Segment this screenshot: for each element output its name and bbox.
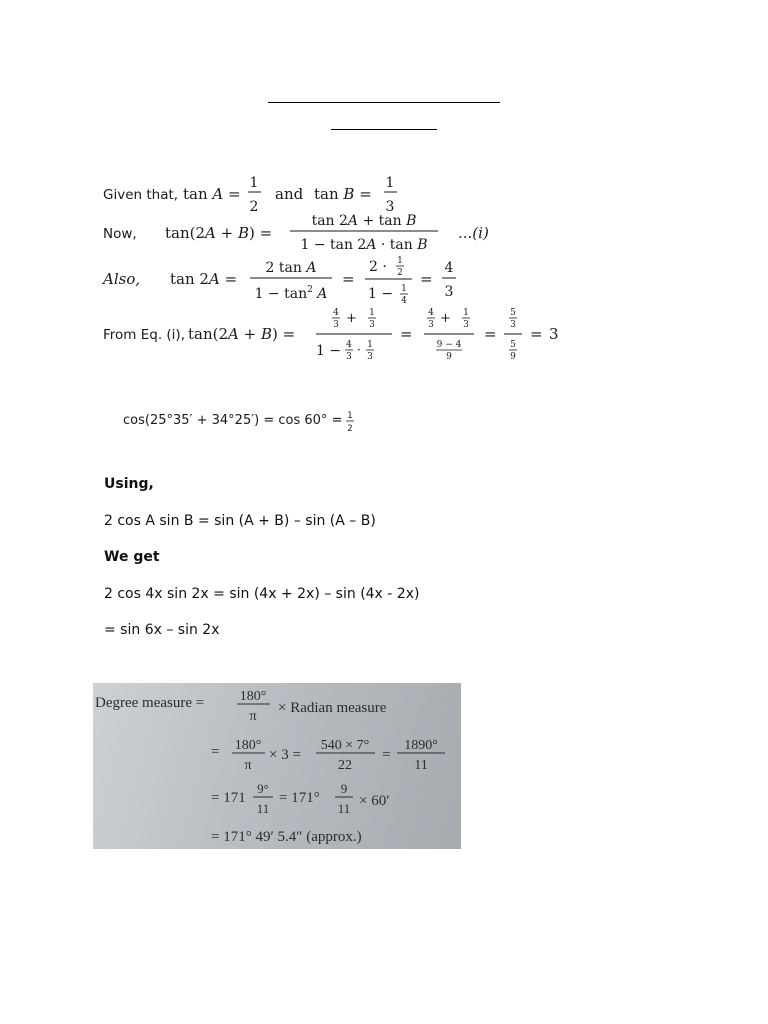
photo-frac-num: 180°	[239, 689, 267, 704]
equals: =	[484, 325, 497, 343]
equals: =	[530, 325, 543, 343]
small-den: 3	[346, 352, 352, 362]
frac-den: 3	[385, 199, 395, 215]
photo-equals: =	[211, 744, 220, 760]
eq-ref: ...(i)	[458, 224, 489, 242]
given-label: Given that,	[103, 187, 179, 203]
final-result: 3	[549, 325, 559, 343]
small-den: 9	[510, 352, 516, 362]
frac-den: 2	[249, 199, 259, 215]
cos-frac-den: 2	[347, 424, 353, 434]
equals: =	[400, 325, 413, 343]
photo-equations	[93, 683, 461, 849]
small-den: 9	[446, 352, 452, 362]
cos-frac-num: 1	[347, 411, 353, 421]
tan-2a: tan 2A =	[170, 270, 238, 288]
now-label: Now,	[103, 226, 137, 242]
photo-degree-label: Degree measure =	[95, 695, 205, 711]
cosine-expression: cos(25°35′ + 34°25′) = cos 60° =	[123, 413, 343, 428]
small-num: 1	[369, 308, 375, 318]
small-num: 5	[510, 340, 516, 350]
frac-num: 1	[385, 175, 395, 191]
frac-den: 1 −	[368, 286, 394, 302]
photo-frac-den: 11	[256, 801, 270, 816]
using-label: Using,	[104, 476, 154, 492]
photo-frac-num: 180°	[234, 738, 262, 753]
frac-den: 1 − tan 2A · tan B	[300, 237, 428, 253]
small-num: 4	[333, 308, 339, 318]
frac-num: 1	[249, 175, 259, 191]
frac-num-small: 1	[401, 284, 407, 294]
from-eq-label: From Eq. (i),	[103, 327, 185, 343]
given-tan-b: tan B =	[314, 185, 372, 203]
photo-frac-den: 11	[337, 801, 351, 816]
applied-identity-line: 2 cos 4x sin 2x = sin (4x + 2x) – sin (4x - 2x)	[104, 586, 420, 602]
we-get-label: We get	[104, 549, 160, 565]
tan-2a-plus-b: tan(2A + B) =	[165, 224, 273, 242]
also-label: Also,	[103, 270, 141, 288]
photo-line3-a: = 171	[211, 790, 246, 806]
frac-den-small: 2	[397, 268, 403, 278]
photo-line3-b: = 171°	[279, 790, 320, 806]
small-den: 3	[367, 352, 373, 362]
small-num: 5	[510, 308, 516, 318]
small-den: 3	[428, 320, 434, 330]
frac-den: 3	[444, 284, 454, 300]
textbook-photo	[93, 683, 461, 849]
photo-frac-den: 22	[338, 758, 352, 773]
frac-den-small: 4	[401, 296, 407, 306]
identity-line: 2 cos A sin B = sin (A + B) – sin (A – B)	[104, 513, 376, 529]
small-den: 3	[463, 320, 469, 330]
photo-frac-num: 9	[340, 781, 348, 796]
photo-radian-suffix: × Radian measure	[278, 700, 387, 716]
small-num: 4	[428, 308, 434, 318]
plus: +	[440, 311, 451, 326]
result-line: = sin 6x – sin 2x	[104, 622, 220, 638]
frac-den: $1 - \tan^2 A$	[254, 285, 328, 302]
photo-frac-num: 9°	[257, 781, 269, 796]
small-den: 3	[333, 320, 339, 330]
frac-num-small: 1	[397, 256, 403, 266]
small-num: 9 − 4	[436, 340, 462, 350]
equals: =	[420, 270, 433, 288]
photo-equals: =	[382, 747, 391, 763]
plus: +	[346, 311, 357, 326]
photo-line3-c: × 60′	[359, 793, 390, 809]
small-num: 4	[346, 340, 352, 350]
frac-num: tan 2A + tan B	[311, 213, 417, 229]
photo-frac-num: 1890°	[404, 738, 438, 753]
photo-line4: = 171° 49′ 5.4″ (approx.)	[211, 829, 362, 845]
photo-frac-den: π	[249, 709, 257, 724]
small-den: 3	[369, 320, 375, 330]
small-den: 3	[510, 320, 516, 330]
tan-2a-plus-b: tan(2A + B) =	[188, 325, 296, 343]
frac-num: 2 ·	[369, 259, 387, 275]
photo-frac-den: 11	[414, 758, 428, 773]
small-num: 1	[463, 308, 469, 318]
photo-frac-den: π	[244, 758, 252, 773]
frac-num: 2 tan A	[265, 260, 317, 276]
given-tan-a: tan A =	[183, 185, 241, 203]
photo-frac-num: 540 × 7°	[320, 738, 370, 753]
small-num: 1	[367, 340, 373, 350]
frac-num: 4	[444, 260, 454, 276]
and-word: and	[275, 185, 304, 203]
equals: =	[342, 270, 355, 288]
dot: ·	[357, 343, 361, 357]
one-minus: 1 −	[316, 343, 342, 359]
photo-times3: × 3 =	[269, 747, 301, 763]
